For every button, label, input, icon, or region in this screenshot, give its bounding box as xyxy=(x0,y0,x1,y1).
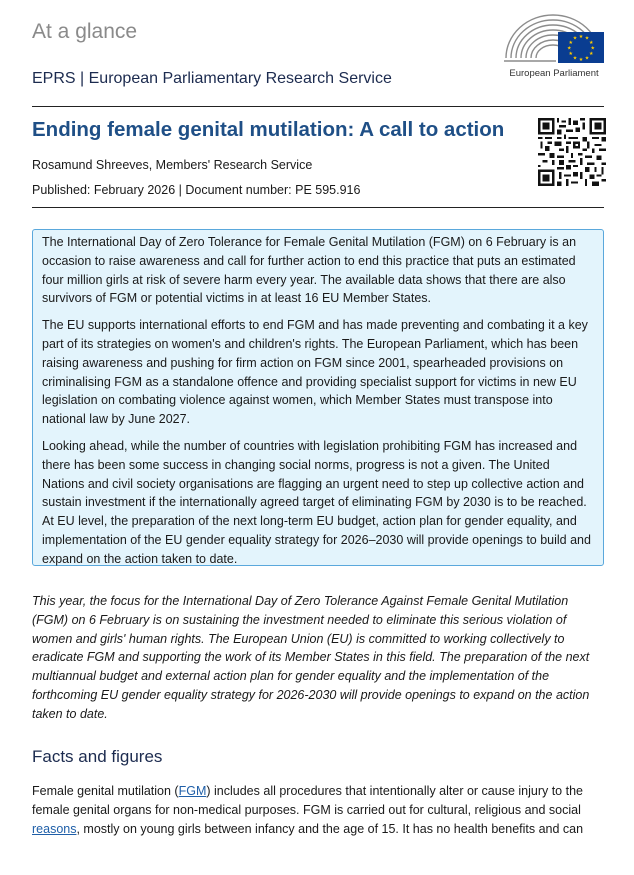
svg-text:★: ★ xyxy=(568,51,574,58)
publication-info: Published: February 2026 | Document number: PE 595.916 xyxy=(32,183,361,197)
intro-paragraph: This year, the focus for the International Day of Zero Tolerance Against Female Genital Mutilation (FGM) on 6 February is on sustaining the investment needed to eliminate this serious violation of women and girls' human rights. The European Union (EU) is committed to working collectively to eradicate FGM and supporting the work of its Member States in this field. The preparation of the next multiannual budget and external action plan for gender equality and the implementation of the forthcoming EU gender equality strategy for 2026-2030 will provide openings to expand on the action taken to date. xyxy=(32,594,590,721)
facts-text-1: Female genital mutilation ( xyxy=(32,784,179,798)
meta-rule xyxy=(32,207,604,208)
section-heading-facts: Facts and figures xyxy=(32,747,163,766)
header-rule xyxy=(32,106,604,107)
summary-paragraph-3: Looking ahead, while the number of countries with legislation prohibiting FGM has increased and there has been some success in changing social norms, progress is not a given. The United Nations and civil society organisations are flagging an urgent need to step up collective action and sustain investment if the internationally agreed target of eliminating FGM by 2030 is to be reached. At EU level, the preparation of the next long-term EU budget, action plan for gender equality, and implementation of the EU gender equality strategy for 2026–2030 will provide openings to build and expand on the action taken to date. xyxy=(42,438,591,566)
svg-text:★: ★ xyxy=(588,51,594,58)
at-a-glance-label: At a glance xyxy=(32,20,138,43)
facts-paragraph xyxy=(32,782,607,838)
qr-code[interactable] xyxy=(538,118,606,186)
page-title: Ending female genital mutilation: A call to action xyxy=(32,118,505,141)
svg-text:★: ★ xyxy=(578,34,584,40)
summary-box xyxy=(32,229,604,566)
service-name: EPRS | European Parliamentary Research Service xyxy=(32,70,392,87)
reasons-link[interactable]: reasons xyxy=(32,821,77,836)
svg-text:★: ★ xyxy=(572,55,578,62)
svg-text:★: ★ xyxy=(588,39,594,46)
fgm-link[interactable]: FGM xyxy=(178,784,207,798)
logo-caption: European Parliament xyxy=(509,68,599,79)
svg-text:★: ★ xyxy=(584,35,590,42)
facts-text-3: , mostly on young girls between infancy and the age of 15. It has no health benefits and can xyxy=(76,821,584,836)
svg-text:★: ★ xyxy=(590,45,596,52)
svg-text:★: ★ xyxy=(566,45,572,52)
summary-paragraph-2: The EU supports international efforts to end FGM and has made preventing and combating it a key part of its strategies on women's and children's rights. The European Parliament, which has been raising awareness and pushing for firm action on FGM since 2001, spearheaded provisions on criminalising FGM as a standalone offence and providing specialist support for victims in new EU legislation on combating violence against women, which Member States must transpose into national law by June 2027. xyxy=(42,318,588,427)
summary-paragraph-1: The International Day of Zero Tolerance for Female Genital Mutilation (FGM) on 6 February is an occasion to raise awareness and call for further action to end this practice that puts an estimated four million girls at risk of severe harm every year. The available data shows that there are also survivors of FGM or potential victims in at least 16 EU Member States. xyxy=(42,235,577,306)
facts-text-2: ) includes all procedures that intentionally alter or cause injury to the female genital organs for non-medical purposes. FGM is carried out for cultural, religious and social xyxy=(32,784,583,817)
svg-text:★: ★ xyxy=(568,39,574,46)
author-line: Rosamund Shreeves, Members' Research Service xyxy=(32,158,313,172)
svg-text:★: ★ xyxy=(578,57,584,63)
svg-text:★: ★ xyxy=(572,35,578,42)
svg-text:★: ★ xyxy=(584,55,590,62)
